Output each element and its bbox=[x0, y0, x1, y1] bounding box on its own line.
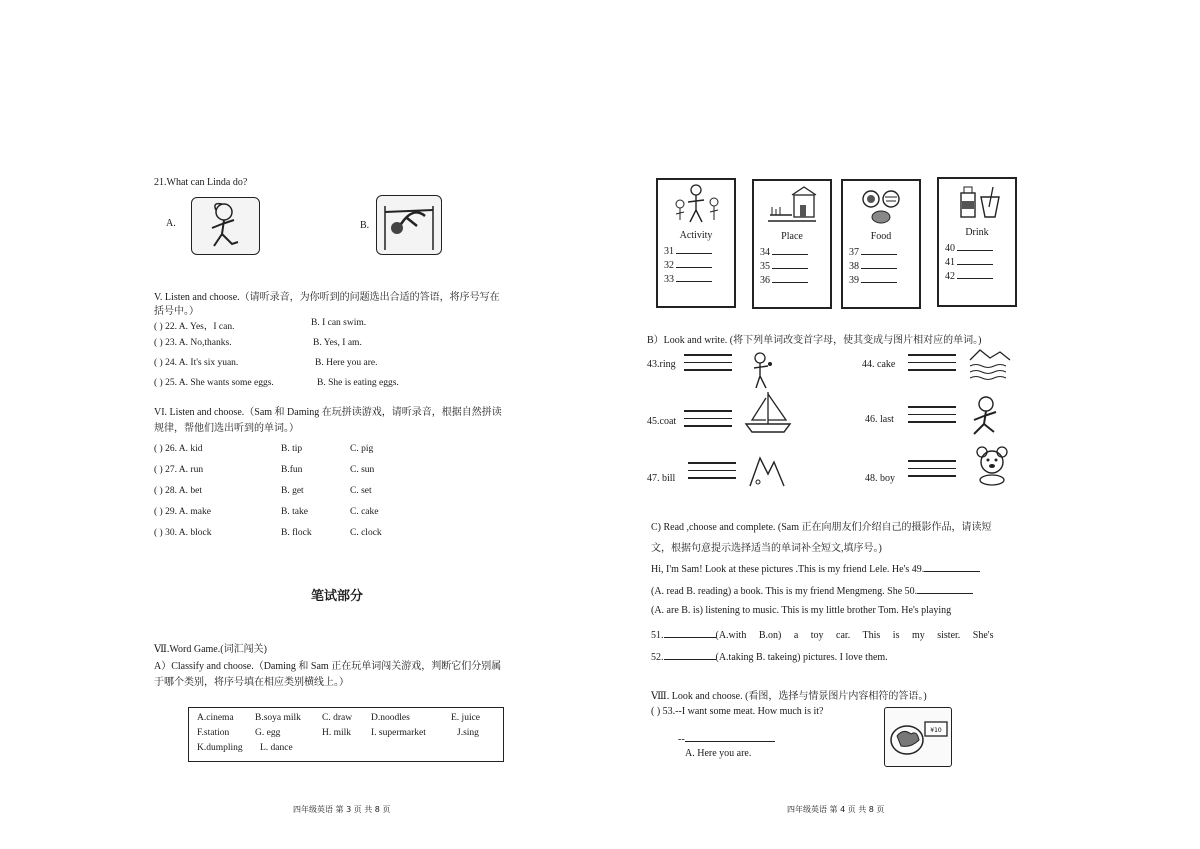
question-23: ( ) 23. A. No,thanks. bbox=[154, 338, 232, 348]
blank-40[interactable] bbox=[957, 241, 993, 251]
blank-31-number: 31 bbox=[664, 246, 674, 257]
word-d: D.noodles bbox=[371, 713, 410, 723]
question-28-option-c: C. set bbox=[350, 486, 372, 496]
word-b: B.soya milk bbox=[255, 713, 301, 723]
question-29-option-b: B. take bbox=[281, 507, 308, 517]
word-e: E. juice bbox=[451, 713, 481, 723]
section-5-title-line1: V. Listen and choose.（请听录音，为你听到的问题选出合适的答语，将序号写在 bbox=[154, 292, 500, 303]
blank-38[interactable] bbox=[861, 259, 897, 269]
question-25-option-b: B. She is eating eggs. bbox=[317, 378, 399, 388]
answer-lines-44[interactable] bbox=[908, 354, 956, 377]
question-27-option-c: C. sun bbox=[350, 465, 375, 475]
blank-41-number: 41 bbox=[945, 257, 955, 268]
question-27: ( ) 27. A. run bbox=[154, 465, 204, 475]
passage-line-2: (A. read B. reading) a book. This is my friend Mengmeng. She 50. bbox=[651, 586, 918, 597]
question-26-option-b: B. tip bbox=[281, 444, 303, 454]
blank-35-number: 35 bbox=[760, 261, 770, 272]
answer-lines-46[interactable] bbox=[908, 406, 956, 429]
blank-37-number: 37 bbox=[849, 247, 859, 258]
left-page-footer: 四年级英语 第 3 页 共 8 页 bbox=[293, 805, 391, 814]
blank-53[interactable] bbox=[685, 731, 775, 742]
section-7-sub-a-line2: 于哪个类别，将序号填在相应类别横线上。） bbox=[154, 677, 349, 688]
question-23-option-b: B. Yes, I am. bbox=[313, 338, 362, 348]
question-21: 21.What can Linda do? bbox=[154, 177, 248, 188]
word-f: F.station bbox=[197, 728, 230, 738]
category-place-label: Place bbox=[781, 231, 803, 242]
sub-b-title: B）Look and write. (将下列单词改变首字母，使其变成与图片相对应的单词。) bbox=[647, 335, 982, 346]
section-7-sub-a-line1: A）Classify and choose.（Daming 和 Sam 正在玩单词闯关游戏，判断它们分别属 bbox=[154, 661, 502, 672]
category-activity-label: Activity bbox=[679, 230, 713, 241]
word-i: I. supermarket bbox=[371, 728, 426, 738]
question-53-option-a: A. Here you are. bbox=[685, 748, 752, 759]
blank-33[interactable] bbox=[676, 272, 712, 282]
word-a: A.cinema bbox=[197, 713, 234, 723]
blank-38-number: 38 bbox=[849, 261, 859, 272]
category-activity bbox=[656, 178, 736, 308]
sub-c-title-line1: C) Read ,choose and complete. (Sam 正在向朋友们介绍自己的摄影作品，请读短 bbox=[651, 522, 992, 533]
word-bank-box bbox=[188, 707, 504, 762]
blank-33-number: 33 bbox=[664, 274, 674, 285]
question-29-option-c: C. cake bbox=[350, 507, 379, 517]
answer-lines-45[interactable] bbox=[684, 410, 732, 433]
question-30-option-c: C. clock bbox=[350, 528, 382, 538]
blank-34-number: 34 bbox=[760, 247, 770, 258]
right-page-footer: 四年级英语 第 4 页 共 8 页 bbox=[787, 805, 885, 814]
blank-52[interactable] bbox=[664, 649, 716, 660]
blank-39-number: 39 bbox=[849, 275, 859, 286]
option-b-label: B. bbox=[360, 220, 370, 231]
word-j: J.sing bbox=[457, 728, 479, 738]
blank-35[interactable] bbox=[772, 259, 808, 269]
passage-line-1: Hi, I'm Sam! Look at these pictures .This is my friend Lele. He's 49. bbox=[651, 564, 925, 575]
word-l: L. dance bbox=[260, 743, 293, 753]
word-48-boy: 48. boy bbox=[865, 473, 895, 484]
sub-c-title-line2: 文，根据句意提示选择适当的单词补全短文,填序号。) bbox=[651, 543, 882, 554]
sailboat-icon bbox=[742, 390, 794, 436]
word-g: G. egg bbox=[255, 728, 281, 738]
answer-dash: -- bbox=[678, 734, 685, 745]
question-24-option-b: B. Here you are. bbox=[315, 358, 378, 368]
passage-line-3: (A. are B. is) listening to music. This is my little brother Tom. He's playing bbox=[651, 605, 952, 616]
question-27-option-b: B.fun bbox=[281, 465, 303, 475]
category-food-label: Food bbox=[870, 231, 892, 242]
category-drink-label: Drink bbox=[965, 227, 989, 238]
price-tag: ¥10 bbox=[930, 727, 942, 734]
boy-running-icon bbox=[968, 394, 1006, 438]
blank-31[interactable] bbox=[676, 244, 712, 254]
question-26-option-c: C. pig bbox=[350, 444, 374, 454]
section-6-title-line1: VI. Listen and choose.（Sam 和 Daming 在玩拼读游戏，请听录音，根据自然拼读 bbox=[154, 407, 502, 418]
section-6-title-line2: 规律，帮他们选出听到的单词。） bbox=[154, 423, 299, 434]
question-28: ( ) 28. A. bet bbox=[154, 486, 203, 496]
blank-34[interactable] bbox=[772, 245, 808, 255]
children-playing-icon bbox=[670, 182, 722, 226]
question-22-option-b: B. I can swim. bbox=[311, 318, 367, 328]
option-a-label: A. bbox=[166, 218, 176, 229]
word-c: C. draw bbox=[322, 713, 353, 723]
question-30: ( ) 30. A. block bbox=[154, 528, 212, 538]
passage-52-number: 52. bbox=[651, 652, 664, 663]
word-h: H. milk bbox=[322, 728, 352, 738]
blank-32-number: 32 bbox=[664, 260, 674, 271]
blank-37[interactable] bbox=[861, 245, 897, 255]
passage-51-number: 51. bbox=[651, 630, 664, 641]
question-26: ( ) 26. A. kid bbox=[154, 444, 203, 454]
hills-icon bbox=[748, 448, 786, 490]
written-part-heading: 笔试部分 bbox=[311, 589, 364, 604]
word-47-bill: 47. bill bbox=[647, 473, 676, 484]
section-8-title: Ⅷ. Look and choose. (看图，选择与情景图片内容相符的答语。) bbox=[651, 691, 927, 702]
question-30-option-b: B. flock bbox=[281, 528, 312, 538]
passage-line-4: (A.with B.on) a toy car. This is my sister. She's bbox=[715, 630, 994, 641]
word-k: K.dumpling bbox=[197, 743, 243, 753]
word-46-last: 46. last bbox=[865, 414, 894, 425]
question-29: ( ) 29. A. make bbox=[154, 507, 211, 517]
girl-singing-icon bbox=[748, 350, 776, 390]
blank-42-number: 42 bbox=[945, 271, 955, 282]
blank-39[interactable] bbox=[861, 273, 897, 283]
question-22: ( ) 22. A. Yes，I can. bbox=[154, 322, 235, 332]
blank-36-number: 36 bbox=[760, 275, 770, 286]
question-24: ( ) 24. A. It's six yuan. bbox=[154, 358, 239, 368]
section-7-title: Ⅶ.Word Game.(词汇闯关) bbox=[154, 644, 267, 655]
category-food bbox=[841, 179, 921, 309]
drink-bottles-icon bbox=[953, 183, 1003, 223]
category-place bbox=[752, 179, 832, 309]
section-5-title-line2: 括号中。） bbox=[154, 306, 199, 317]
station-building-icon bbox=[766, 185, 818, 227]
blank-36[interactable] bbox=[772, 273, 808, 283]
word-43-ring: 43.ring bbox=[647, 359, 676, 370]
blank-49[interactable] bbox=[924, 561, 980, 572]
blank-41[interactable] bbox=[957, 255, 993, 265]
passage-line-5: (A.taking B. takeing) pictures. I love them. bbox=[715, 652, 888, 663]
question-28-option-b: B. get bbox=[281, 486, 304, 496]
question-53: ( ) 53.--I want some meat. How much is it? bbox=[651, 706, 824, 717]
blank-40-number: 40 bbox=[945, 243, 955, 254]
food-bowls-icon bbox=[857, 185, 905, 227]
category-drink bbox=[937, 177, 1017, 307]
answer-lines-47[interactable] bbox=[688, 462, 736, 485]
question-25: ( ) 25. A. She wants some eggs. bbox=[154, 378, 274, 388]
teddy-bear-icon bbox=[974, 444, 1010, 486]
girl-high-jump-picture bbox=[376, 195, 442, 255]
blank-32[interactable] bbox=[676, 258, 712, 268]
blank-51[interactable] bbox=[664, 627, 716, 638]
blank-50[interactable] bbox=[917, 583, 973, 594]
blank-42[interactable] bbox=[957, 269, 993, 279]
answer-lines-43[interactable] bbox=[684, 354, 732, 377]
answer-lines-48[interactable] bbox=[908, 460, 956, 483]
meat-price-picture bbox=[884, 707, 952, 767]
lake-mountain-icon bbox=[968, 346, 1012, 386]
word-44-cake: 44. cake bbox=[862, 359, 896, 370]
word-45-coat: 45.coat bbox=[647, 416, 677, 427]
girl-running-picture bbox=[191, 197, 260, 255]
